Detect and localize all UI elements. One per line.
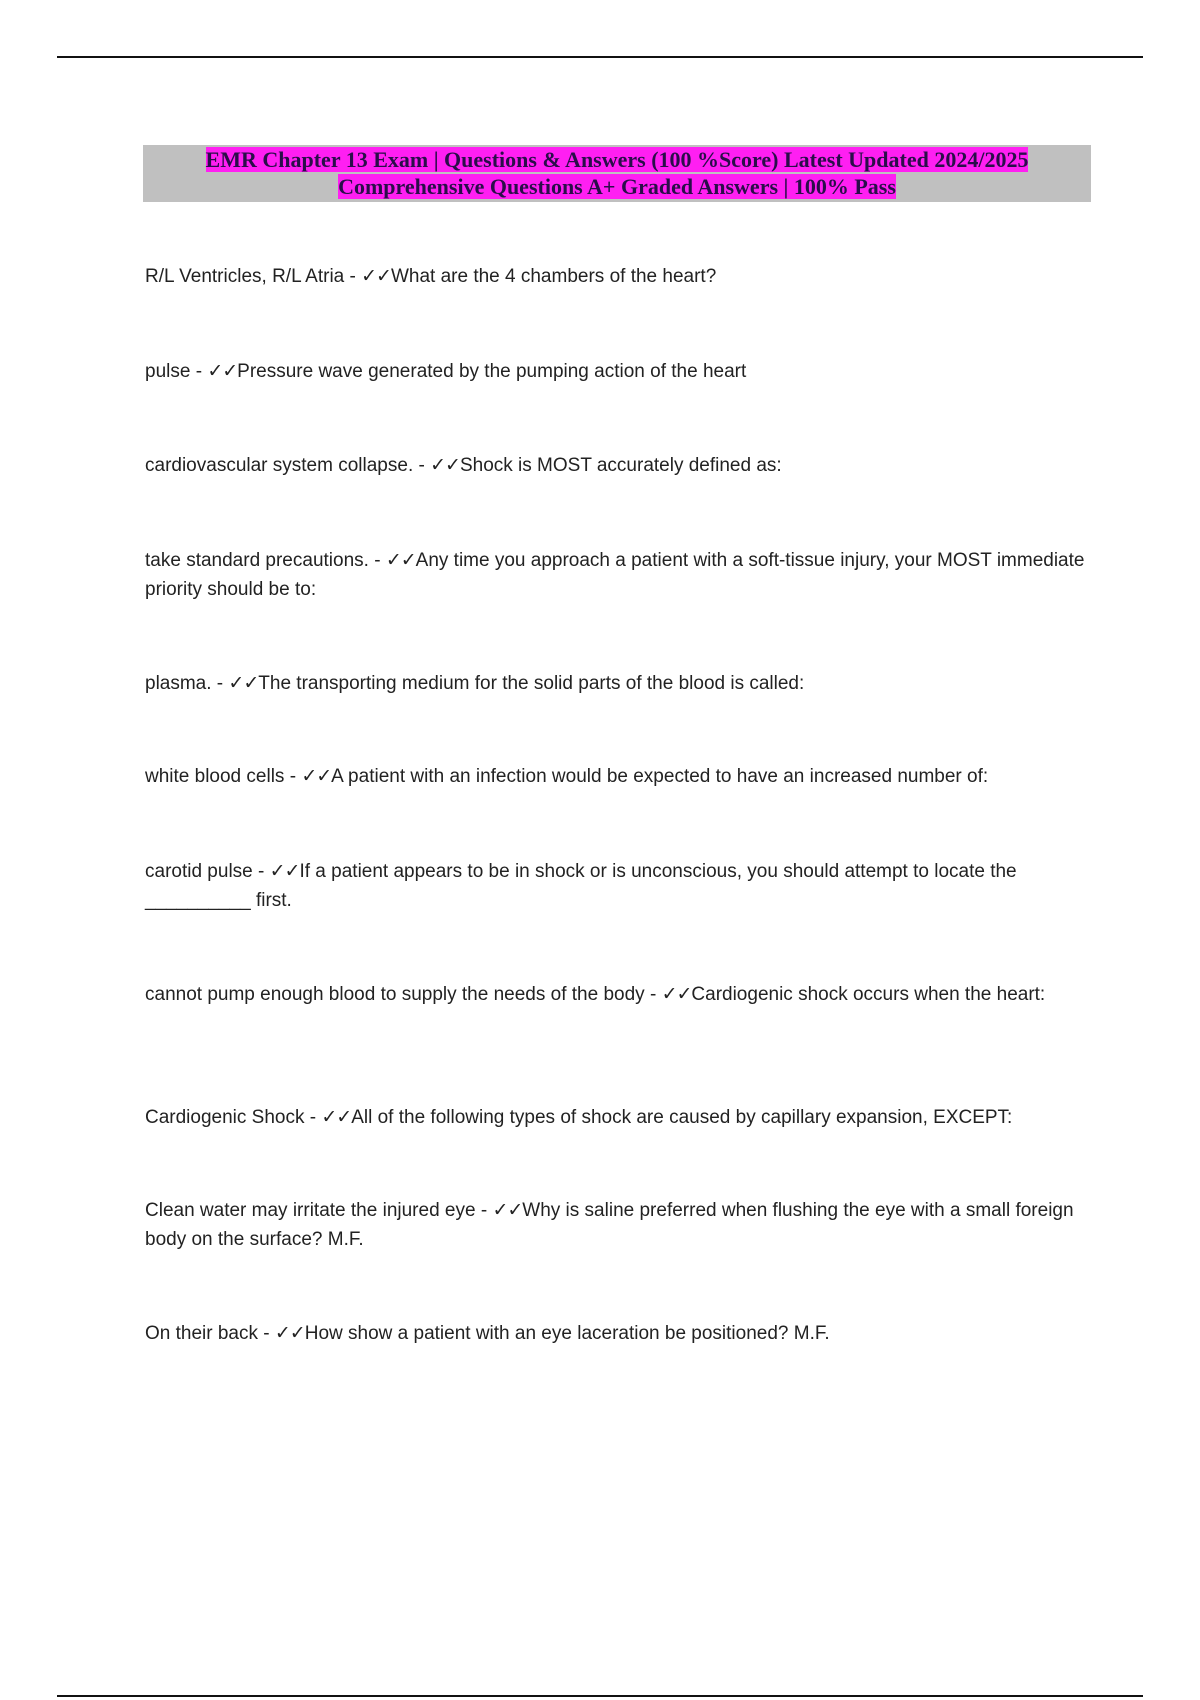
answer-text: white blood cells [145,766,285,787]
question-text: All of the following types of shock are caused by capillary expansion, EXCEPT: [351,1107,1013,1128]
separator: - [284,766,302,787]
separator: - [344,266,362,287]
question-text: Any time you approach a patient with a soft-tissue injury, your MOST immediate priority should be to: [145,550,1085,600]
answer-text: pulse [145,361,191,382]
qa-item [145,1103,1095,1132]
separator: - [644,984,662,1005]
answer-text: carotid pulse [145,861,253,882]
double-check-icon: ✓✓ [661,983,692,1005]
double-check-icon: ✓✓ [228,672,259,694]
answer-text: cardiovascular system collapse. [145,455,414,476]
question-text: A patient with an infection would be expected to have an increased number of: [331,766,989,787]
answer-text: take standard precautions. [145,550,369,571]
answer-text: cannot pump enough blood to supply the needs of the body [145,984,645,1005]
separator: - [252,861,270,882]
double-check-icon: ✓✓ [269,860,300,882]
double-check-icon: ✓✓ [207,360,238,382]
question-text: How show a patient with an eye laceration be positioned? M.F. [304,1323,830,1344]
question-text: What are the 4 chambers of the heart? [390,266,717,287]
double-check-icon: ✓✓ [492,1199,523,1221]
question-text: The transporting medium for the solid parts of the blood is called: [258,673,805,694]
top-rule [57,56,1143,58]
qa-item [145,546,1095,604]
separator: - [258,1323,275,1344]
qa-item [145,357,1095,386]
answer-text: plasma. [145,673,212,694]
question-text: Cardiogenic shock occurs when the heart: [691,984,1046,1005]
separator: - [475,1200,493,1221]
separator: - [211,673,229,694]
document-title [143,145,1091,202]
double-check-icon: ✓✓ [274,1322,305,1344]
answer-text: Cardiogenic Shock [145,1107,305,1128]
double-check-icon: ✓✓ [321,1106,352,1128]
answer-text: R/L Ventricles, R/L Atria [145,266,345,287]
answer-text: Clean water may irritate the injured eye [145,1200,476,1221]
separator: - [304,1107,322,1128]
qa-item [145,980,1095,1009]
answer-text: On their back [145,1323,258,1344]
double-check-icon: ✓✓ [385,549,416,571]
question-text: Why is saline preferred when flushing the eye with a small foreign body on the surface? M.F. [145,1200,1074,1250]
qa-item [145,1319,1095,1348]
separator: - [413,455,431,476]
double-check-icon: ✓✓ [430,454,460,476]
question-text: If a patient appears to be in shock or is unconscious, you should attempt to locate the __________ first. [145,861,1017,911]
title-line-2: Comprehensive Questions A+ Graded Answers | 100% Pass [338,174,896,199]
bottom-rule [57,1695,1143,1697]
double-check-icon: ✓✓ [301,765,332,787]
qa-item [145,1196,1095,1254]
qa-item [145,762,1095,791]
title-line-1: EMR Chapter 13 Exam | Questions & Answers (100 %Score) Latest Updated 2024/2025 [205,147,1029,172]
qa-item [145,262,1095,291]
question-text: Pressure wave generated by the pumping action of the heart [237,361,747,382]
qa-item [145,669,1095,698]
separator: - [368,550,386,571]
separator: - [190,361,208,382]
qa-item [145,451,1095,480]
double-check-icon: ✓✓ [361,265,391,287]
qa-item [145,857,1095,915]
question-text: Shock is MOST accurately defined as: [459,455,782,476]
